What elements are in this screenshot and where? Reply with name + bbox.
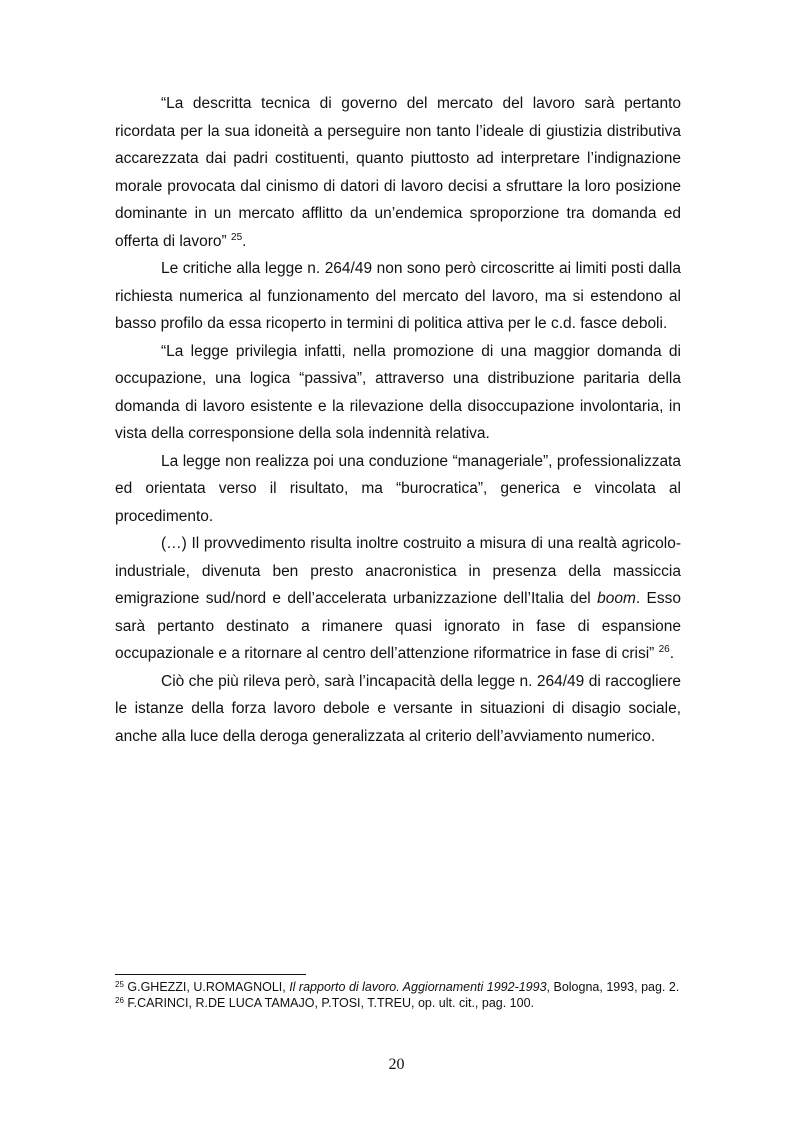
paragraph-text: (…) Il provvedimento risulta inoltre costruito a misura di una realtà agricolo-industriale, divenuta ben presto anacronistica in presenza della massiccia emigrazione sud/nord e dell’accelerata urbanizzazione dell’Italia del	[115, 535, 681, 607]
footnote-number: 26	[115, 995, 124, 1005]
body-text	[115, 90, 681, 750]
paragraph-3: “La legge privilegia infatti, nella promozione di una maggior domanda di occupazione, una logica “passiva”, attraverso una distribuzione paritaria della domanda di lavoro esistente e la rilevazione della disoccupazione involontaria, in vista della corresponsione della sola indennità relativa.	[115, 342, 681, 442]
paragraph-1	[115, 90, 681, 255]
paragraph-5	[115, 530, 681, 668]
paragraph-text: “La descritta tecnica di governo del mercato del lavoro sarà pertanto ricordata per la sua idoneità a perseguire non tanto l’ideale di giustizia distributiva accarezzata dai padri costituenti, quanto piuttosto ad interpretare l’indignazione morale provocata dal cinismo di datori di lavoro decisi a sfruttare la loro posizione dominante in un mercato afflitto da un’endemica sproporzione tra domanda ed offerta di lavoro”	[115, 95, 681, 250]
footnote-text: G.GHEZZI, U.ROMAGNOLI,	[123, 980, 290, 994]
footnote-book-title: Il rapporto di lavoro. Aggiornamenti 1992-1993	[289, 980, 547, 994]
paragraph-4: La legge non realizza poi una conduzione “manageriale”, professionalizzata ed orientata verso il risultato, ma “burocratica”, generica e vincolata al procedimento.	[115, 452, 681, 525]
footnote-divider	[115, 974, 306, 975]
footnote-ref-25: 25	[231, 231, 243, 243]
footnote-text-continued: , Bologna, 1993, pag. 2.	[546, 980, 680, 994]
italic-term: boom	[597, 590, 636, 607]
paragraph-tail: .	[242, 232, 247, 250]
paragraph-text-continued: . Esso sarà pertanto destinato a rimanere quasi ignorato in fase di espansione occupazionale e a ritornare al centro dell’attenzione riformatrice in fase di crisi”	[115, 590, 681, 662]
footnote-26	[115, 996, 681, 1012]
footnote-number: 25	[115, 980, 124, 989]
page-number: 20	[388, 1056, 405, 1073]
footnotes	[115, 980, 681, 1011]
footnote-ref-26: 26	[658, 644, 670, 655]
footnote-text: F.CARINCI, R.DE LUCA TAMAJO, P.TOSI, T.TREU, op. ult. cit., pag. 100.	[123, 995, 534, 1010]
paragraph-2: Le critiche alla legge n. 264/49 non sono però circoscritte ai limiti posti dalla richiesta numerica al funzionamento del mercato del lavoro, ma si estendono al basso profilo da essa ricoperto in termini di politica attiva per le c.d. fasce deboli.	[115, 260, 681, 332]
paragraph-tail: .	[669, 645, 675, 662]
paragraph-6: Ciò che più rileva però, sarà l’incapacità della legge n. 264/49 di raccogliere le istanze della forza lavoro debole e versante in situazioni di disagio sociale, anche alla luce della deroga generalizzata al criterio dell’avviamento numerico.	[115, 672, 681, 745]
footnote-25	[115, 980, 681, 996]
